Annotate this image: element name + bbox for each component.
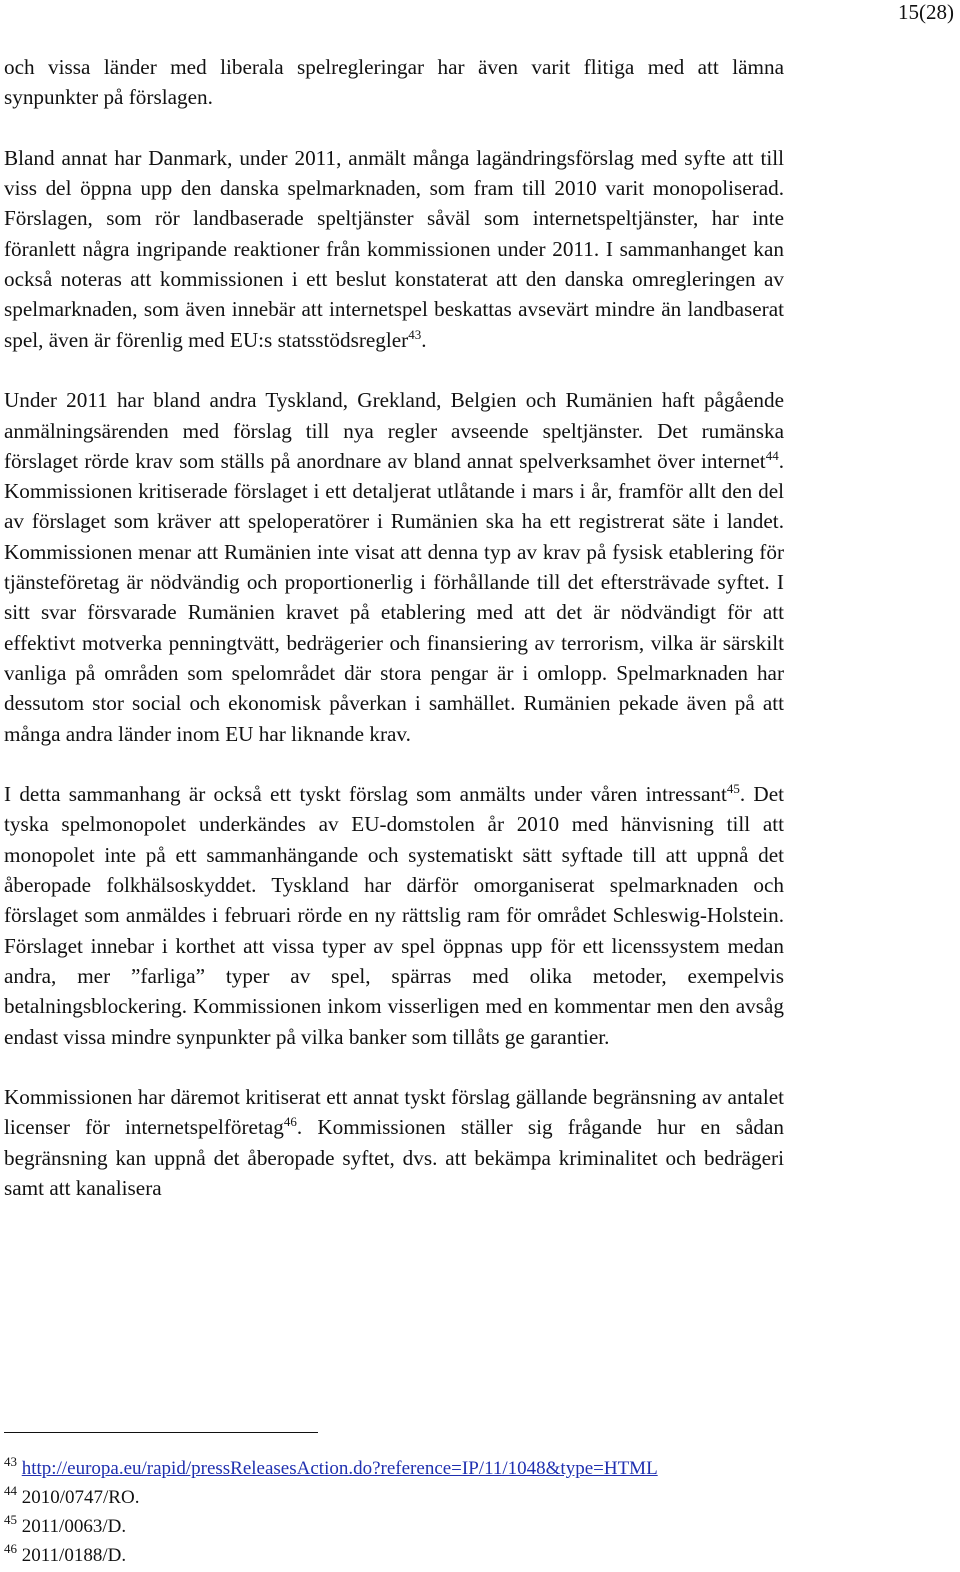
footnote-reference: 44 — [765, 447, 779, 463]
paragraph-text: . — [421, 327, 427, 352]
footnote-reference: 43 — [408, 326, 422, 342]
body-paragraph — [4, 1082, 784, 1203]
footnote-reference: 46 — [283, 1114, 297, 1130]
footnote — [4, 1483, 904, 1512]
paragraph-text: och vissa länder med liberala spelregleringar har även varit flitiga med att lämna synpunkter på förslagen. — [4, 55, 784, 110]
paragraph-text: . Kommissionen ställer sig frågande hur en sådan begränsning kan uppnå det åberopade syftet, dvs. att bekämpa kriminalitet och bedrägeri samt att kanalisera — [4, 1115, 784, 1200]
paragraph-text: . Kommissionen kritiserade förslaget i ett detaljerat utlåtande i mars i år, framför allt den del av förslaget som kräver att speloperatörer i Rumänien ska ha ett registrerat säte i landet. Kommissionen menar att Rumänien inte visat att denna typ av krav på fysisk etablering för tjänsteföretag är nödvändig och proportionerlig i förhållande till det eftersträvade syftet. I sitt svar försvarade Rumänien kravet på etablering med att det är nödvändigt för att effektivt motverka penningtvätt, bedrägerier och finansiering av terrorism, vilka är särskilt vanliga på områden som spelområdet där stora pengar är i omlopp. Spelmarknaden har dessutom stor social och ekonomisk påverkan i samhället. Rumänien pekade även på att många andra länder inom EU har liknande krav. — [4, 448, 784, 746]
footnotes — [4, 1454, 904, 1570]
paragraph-text: Under 2011 har bland andra Tyskland, Grekland, Belgien och Rumänien haft pågående anmälningsärenden med förslag till nya regler avseende speltjänster. Det rumänska förslaget rörde krav som ställs på anordnare av bland annat spelverksamhet över internet — [4, 388, 784, 473]
footnote-number: 44 — [4, 1483, 17, 1498]
footnote — [4, 1541, 904, 1570]
footnote — [4, 1454, 904, 1483]
page-number: 15(28) — [898, 0, 954, 24]
paragraph-text: I detta sammanhang är också ett tyskt förslag som anmälts under våren intressant — [4, 782, 727, 807]
body-paragraph — [4, 143, 784, 355]
footnote-number: 45 — [4, 1512, 17, 1527]
document-body — [4, 52, 784, 1203]
footnote-separator — [4, 1432, 318, 1433]
footnote-link[interactable]: http://europa.eu/rapid/pressReleasesAction.do?reference=IP/11/1048&type=HTML — [21, 1458, 658, 1479]
paragraph-text: Bland annat har Danmark, under 2011, anmält många lagändringsförslag med syfte att till viss del öppna upp den danska spelmarknaden, som fram till 2010 varit monopoliserad. Förslagen, som rör landbaserade speltjänster såväl som internetspeltjänster, har inte föranlett några ingripande reaktioner från kommissionen under 2011. I sammanhanget kan också noteras att kommissionen i ett beslut konstaterat att den danska omregleringen av spelmarknaden, som även innebär att internetspel beskattas avsevärt mindre än landbaserat spel, även är förenlig med EU:s statsstödsregler — [4, 145, 784, 352]
footnote — [4, 1512, 904, 1541]
footnote-number: 46 — [4, 1541, 17, 1556]
footnote-text: 2011/0188/D. — [21, 1545, 127, 1566]
footnote-text: 2010/0747/RO. — [21, 1487, 140, 1508]
paragraph-text: . Det tyska spelmonopolet underkändes av EU-domstolen år 2010 med hänvisning till att monopolet inte på ett sammanhängande och systematiskt sätt syftade till att uppnå det åberopade folkhälsoskyddet. Tyskland har därför omorganiserat spelmarknaden och förslaget som anmäldes i februari rörde en ny rättslig ram för området Schleswig-Holstein. Förslaget innebar i korthet att vissa typer av spel öppnas upp för ett licenssystem medan andra, mer ”farliga” typer av spel, spärras med olika metoder, exempelvis betalningsblockering. Kommissionen inkom visserligen med en kommentar men den avsåg endast vissa mindre synpunkter på vilka banker som tillåts ge garantier. — [4, 782, 784, 1049]
body-paragraph — [4, 779, 784, 1052]
footnote-number: 43 — [4, 1454, 17, 1469]
body-paragraph — [4, 385, 784, 749]
body-paragraph — [4, 52, 784, 113]
footnote-text: 2011/0063/D. — [21, 1516, 127, 1537]
paragraph-text: Kommissionen har däremot kritiserat ett annat tyskt förslag gällande begränsning av antalet licenser för internetspelföretag — [4, 1085, 784, 1140]
footnote-reference: 45 — [726, 781, 740, 797]
